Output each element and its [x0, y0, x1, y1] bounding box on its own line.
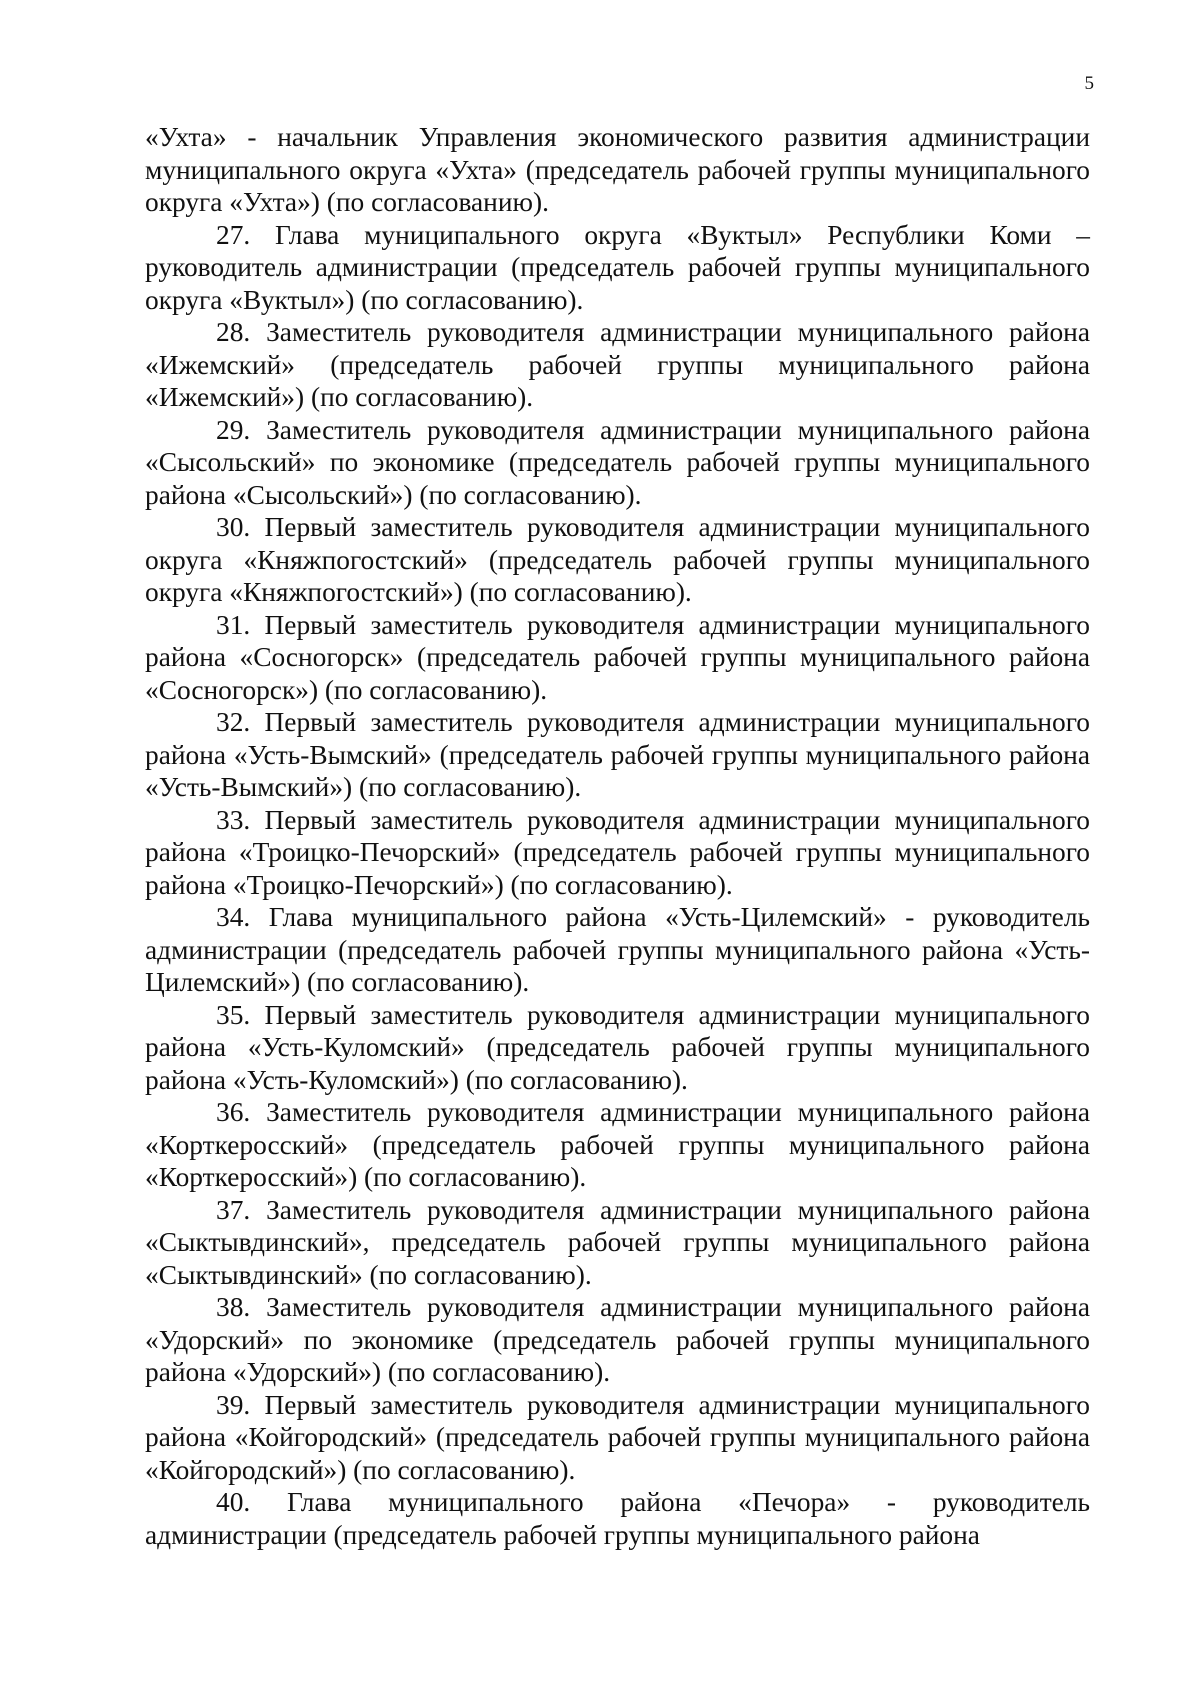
paragraph-item-39: 39. Первый заместитель руководителя администрации муниципального района «Койгородский» (председатель рабочей группы муниципального района «Койгородский») (по согласованию).	[145, 1389, 1090, 1485]
paragraph-item-40: 40. Глава муниципального района «Печора» - руководитель администрации (председатель рабочей группы муниципального района	[145, 1487, 1090, 1550]
page-number: 5	[1084, 73, 1094, 94]
paragraph-item-35: 35. Первый заместитель руководителя администрации муниципального района «Усть-Куломский» (председатель рабочей группы муниципального района «Усть-Куломский») (по согласованию).	[145, 999, 1090, 1095]
document-body	[145, 121, 1090, 1551]
paragraph-item-36: 36. Заместитель руководителя администрации муниципального района «Корткеросский» (председатель рабочей группы муниципального района «Корткеросский») (по согласованию).	[145, 1097, 1090, 1192]
paragraph-item-38: 38. Заместитель руководителя администрации муниципального района «Удорский» по экономике (председатель рабочей группы муниципального района «Удорский») (по согласованию).	[145, 1292, 1090, 1387]
paragraph-item-31: 31. Первый заместитель руководителя администрации муниципального района «Сосногорск» (председатель рабочей группы муниципального района «Сосногорск») (по согласованию).	[145, 609, 1090, 705]
paragraph-item-37: 37. Заместитель руководителя администрации муниципального района «Сыктывдинский», председатель рабочей группы муниципального района «Сыктывдинский» (по согласованию).	[145, 1194, 1090, 1290]
paragraph-item-34: 34. Глава муниципального района «Усть-Цилемский» - руководитель администрации (председатель рабочей группы муниципального района «Усть-Цилемский») (по согласованию).	[145, 902, 1090, 997]
paragraph-continuation-ukhta: «Ухта» - начальник Управления экономического развития администрации муниципального округа «Ухта» (председатель рабочей группы муниципального округа «Ухта») (по согласованию).	[145, 122, 1090, 217]
paragraph-item-27: 27. Глава муниципального округа «Вуктыл» Республики Коми – руководитель администрации (председатель рабочей группы муниципального округа «Вуктыл») (по согласованию).	[145, 219, 1090, 315]
paragraph-item-30: 30. Первый заместитель руководителя администрации муниципального округа «Княжпогостский» (председатель рабочей группы муниципального округа «Княжпогостский») (по согласованию).	[145, 512, 1090, 607]
paragraph-item-33: 33. Первый заместитель руководителя администрации муниципального района «Троицко-Печорский» (председатель рабочей группы муниципального района «Троицко-Печорский») (по согласованию).	[145, 804, 1090, 900]
paragraph-item-29: 29. Заместитель руководителя администрации муниципального района «Сысольский» по экономике (председатель рабочей группы муниципального района «Сысольский») (по согласованию).	[145, 414, 1090, 510]
paragraph-item-32: 32. Первый заместитель руководителя администрации муниципального района «Усть-Вымский» (председатель рабочей группы муниципального района «Усть-Вымский») (по согласованию).	[145, 707, 1090, 802]
paragraph-item-28: 28. Заместитель руководителя администрации муниципального района «Ижемский» (председатель рабочей группы муниципального района «Ижемский») (по согласованию).	[145, 317, 1090, 412]
